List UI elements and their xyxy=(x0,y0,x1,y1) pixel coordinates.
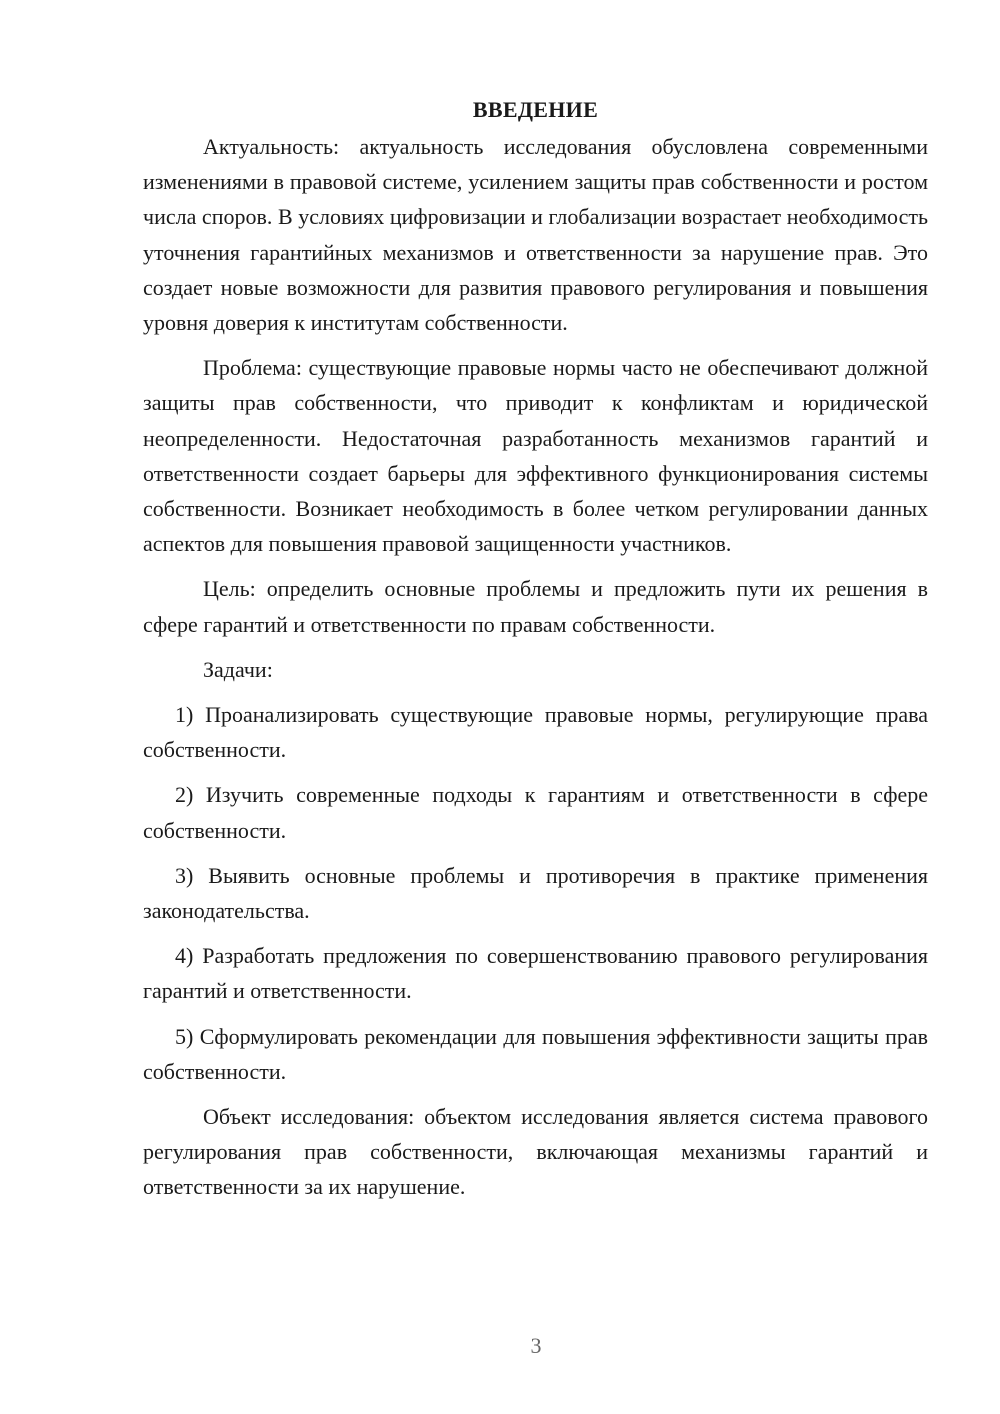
section-heading: ВВЕДЕНИЕ xyxy=(472,97,599,122)
task-item-3: 3) Выявить основные проблемы и противоречия в практике применения законодательства. xyxy=(143,862,928,924)
document-body xyxy=(143,95,928,1215)
relevance-paragraph: Актуальность: актуальность исследования обусловлена современными изменениями в правовой системе, усилением защиты прав собственности и ростом числа споров. В условиях цифровизации и глобализации возрастает необходимость уточнения гарантийных механизмов и ответственности за нарушение прав. Это создает новые возможности для развития правового регулирования и повышения уровня доверия к институтам собственности. xyxy=(143,134,928,336)
task-item-2: 2) Изучить современные подходы к гарантиям и ответственности в сфере собственности. xyxy=(143,782,928,843)
task-item-5: 5) Сформулировать рекомендации для повышения эффективности защиты прав собственности. xyxy=(143,1023,928,1084)
object-paragraph: Объект исследования: объектом исследования является система правового регулирования прав собственности, включающая механизмы гарантий и ответственности за их нарушение. xyxy=(143,1104,928,1200)
page-number: 3 xyxy=(530,1333,542,1358)
task-item-1: 1) Проанализировать существующие правовые нормы, регулирующие права собственности. xyxy=(143,702,928,763)
goal-paragraph: Цель: определить основные проблемы и предложить пути их решения в сфере гарантий и ответственности по правам собственности. xyxy=(143,576,928,637)
problem-paragraph: Проблема: существующие правовые нормы часто не обеспечивают должной защиты прав собственности, что приводит к конфликтам и юридической неопределенности. Недостаточная разработанность механизмов гарантий и ответственности создает барьеры для эффективного функционирования системы собственности. Возникает необходимость в более четком регулировании данных аспектов для повышения правовой защищенности участников. xyxy=(143,355,928,557)
tasks-heading: Задачи: xyxy=(203,656,273,682)
task-item-4: 4) Разработать предложения по совершенствованию правового регулирования гарантий и ответственности. xyxy=(143,943,928,1004)
